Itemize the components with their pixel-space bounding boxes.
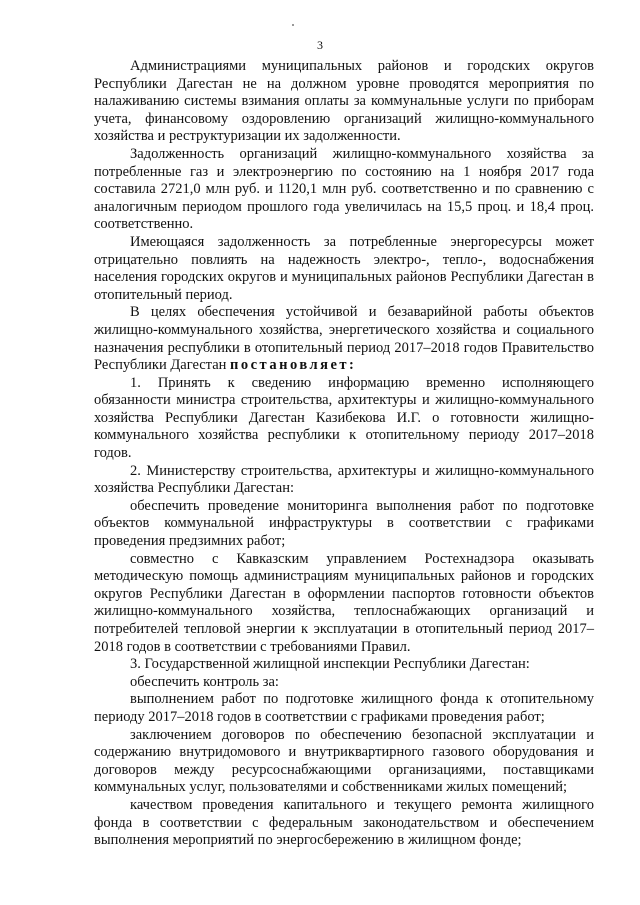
item-2: 2. Министерству строительства, архитектуры и жилищно-коммунального хозяйства Республики Дагестан: — [94, 462, 594, 497]
item-3-repair-quality: качеством проведения капитального и текущего ремонта жилищного фонда в соответствии с федеральным законодательством и обеспечением выполнения мероприятий по энергосбережению в жилищном фонде; — [94, 796, 594, 849]
item-3-control: обеспечить контроль за: — [130, 673, 279, 690]
item-2-assistance: совместно с Кавказским управлением Ростехнадзора оказывать методическую помощь администрациям муниципальных районов и городских округов Республики Дагестан в оформлении паспортов готовности объектов жилищно-коммунального хозяйства, теплоснабжающих организаций и потребителей тепловой энергии к эксплуатации в отопительный период 2017–2018 годов в соответствии с требованиями Правил. — [94, 550, 594, 655]
item-3: 3. Государственной жилищной инспекции Республики Дагестан: — [130, 656, 530, 673]
paragraph-arrears-management: Администрациями муниципальных районов и городских округов Республики Дагестан не на должном уровне проводятся мероприятия по налаживанию системы взимания оплаты за коммунальные услуги по приборам учета, финансовому оздоровлению организаций жилищно-коммунального хозяйства и реструктуризации их задолженности. — [94, 58, 594, 145]
item-2-monitoring: обеспечить проведение мониторинга выполнения работ по подготовке объектов коммунальной инфраструктуры в соответствии с графиками проведения предзимних работ; — [94, 497, 594, 550]
decree-keyword: постановляет: — [230, 357, 357, 374]
scan-speck — [292, 24, 294, 26]
document-body — [94, 58, 594, 850]
paragraph-decree-intro — [94, 304, 594, 374]
decree-intro-text: В целях обеспечения устойчивой и безаварийной работы объектов жилищно-коммунального хозяйства, энергетического хозяйства и социального назначения республики в отопительный период 2017–2018 годов Правительство Республики Дагестан — [94, 304, 594, 374]
item-3-housing-prep: выполнением работ по подготовке жилищного фонда к отопительному периоду 2017–2018 годов в соответствии с графиками проведения работ; — [94, 691, 594, 725]
item-1: 1. Принять к сведению информацию временно исполняющего обязанности министра строительства, архитектуры и жилищно-коммунального хозяйства Республики Дагестан Казибекова И.Г. о готовности жилищно-коммунального хозяйства республики к отопительному периоду 2017–2018 годов. — [94, 374, 594, 462]
item-3-gas-contracts: заключением договоров по обеспечению безопасной эксплуатации и содержанию внутридомового и внутриквартирного газового оборудования и договоров между ресурсоснабжающими организациями, поставщиками коммунальных услуг, пользователями и собственниками жилых помещений; — [94, 726, 594, 796]
paragraph-debt-risk: Имеющаяся задолженность за потребленные энергоресурсы может отрицательно повлиять на надежность электро-, тепло-, водоснабжения населения городских округов и муниципальных районов Республики Дагестан в отопительный период. — [94, 233, 594, 303]
paragraph-debt-figures: Задолженность организаций жилищно-коммунального хозяйства за потребленные газ и электроэнергию по состоянию на 1 ноября 2017 года составила 2721,0 млн руб. и 1120,1 млн руб. соответственно и по сравнению с аналогичным периодом прошлого года увеличилась на 15,5 проц. и 18,4 проц. соответственно. — [94, 145, 594, 233]
page-number: 3 — [317, 38, 323, 52]
